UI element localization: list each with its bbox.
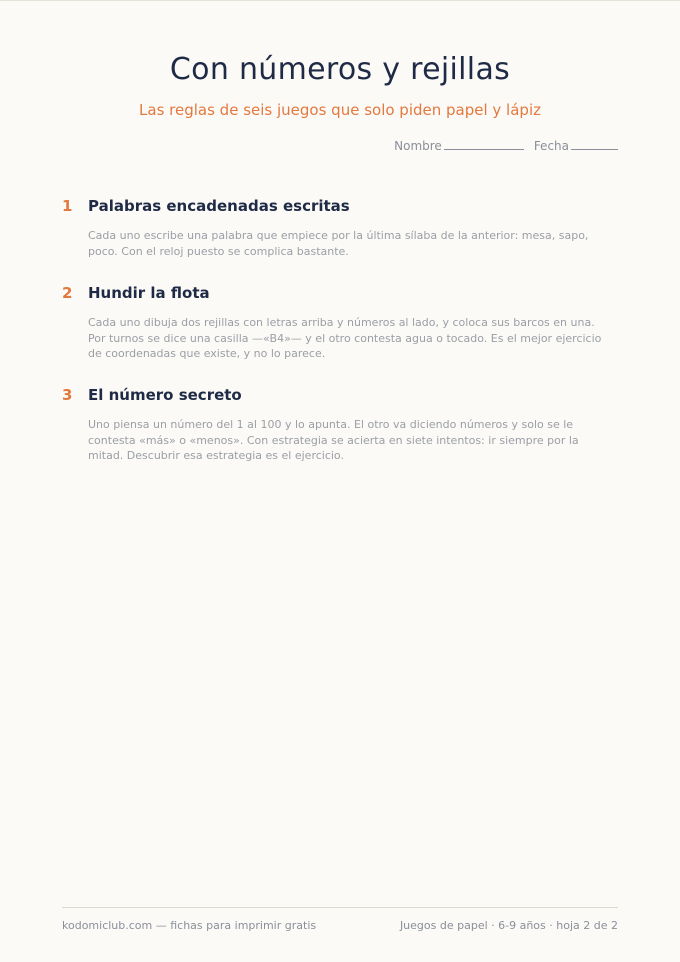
section-number: 2 (62, 284, 73, 302)
name-blank-line[interactable] (444, 139, 524, 150)
section-header (62, 386, 618, 408)
section-text: Uno piensa un número del 1 al 100 y lo apunta. El otro va diciendo números y solo se le contesta «más» o «menos». Con estrategia se acierta en siete intentos: ir siempre por la mitad. Descubrir esa estrategia es el ejercicio. (88, 418, 579, 463)
section-number: 1 (62, 197, 73, 215)
date-label: Fecha (533, 139, 569, 153)
section-header (62, 284, 618, 306)
section-title: Palabras encadenadas escritas (88, 197, 350, 215)
footer-site-credit: kodomiclub.com — fichas para imprimir gratis (62, 919, 317, 932)
section-title: El número secreto (88, 386, 242, 404)
footer-divider (62, 907, 618, 908)
section-text: Cada uno dibuja dos rejillas con letras arriba y números al lado, y coloca sus barcos en una. Por turnos se dice una casilla —«B4»— y el otro contesta agua o tocado. Es el mejor ejercicio de coordenadas que existe, y no lo parece. (88, 316, 602, 361)
date-blank-line[interactable] (571, 139, 618, 150)
name-label: Nombre (394, 139, 442, 153)
footer-page-info: Juegos de papel · 6-9 años · hoja 2 de 2 (399, 919, 618, 932)
page-subtitle: Las reglas de seis juegos que solo piden papel y lápiz (139, 101, 541, 119)
section-number: 3 (62, 386, 73, 404)
name-date-fields (394, 139, 618, 153)
top-rule (0, 0, 680, 1)
section-1 (62, 197, 618, 259)
section-header (62, 197, 618, 219)
section-3 (62, 386, 618, 464)
section-2 (62, 284, 618, 362)
section-title: Hundir la flota (88, 284, 210, 302)
section-text: Cada uno escribe una palabra que empiece por la última sílaba de la anterior: mesa, sapo, poco. Con el reloj puesto se complica bastante. (88, 229, 589, 258)
page-title: Con números y rejillas (169, 52, 511, 87)
